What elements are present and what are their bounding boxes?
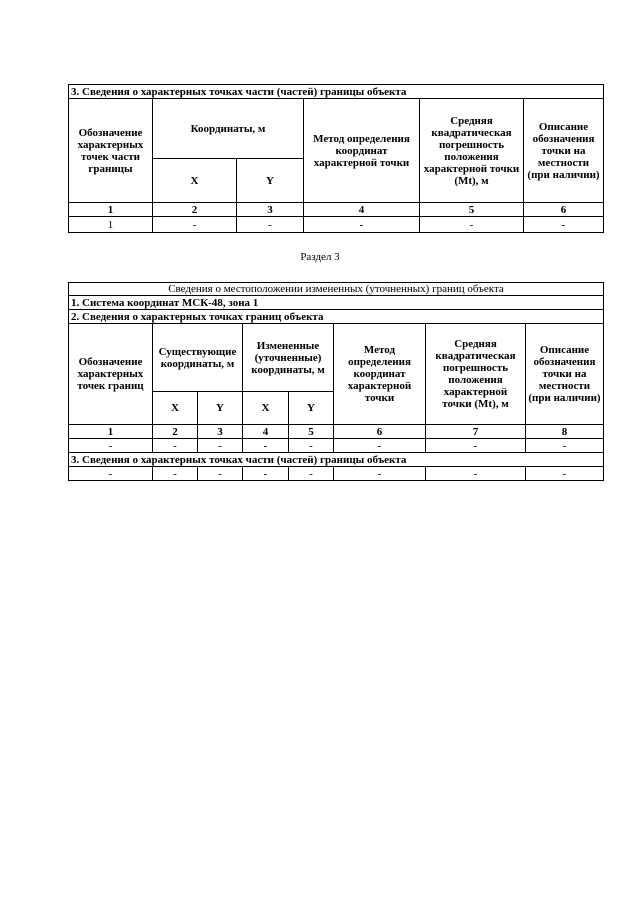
table-cell: - <box>198 439 243 453</box>
column-number: 7 <box>426 425 526 439</box>
table-cell: - <box>289 439 334 453</box>
points-section-row: 2. Сведения о характерных точках границ объекта <box>69 310 604 324</box>
table-row <box>69 439 604 453</box>
table-cell: - <box>289 467 334 481</box>
table-cell: - <box>420 217 524 233</box>
header-description: Описание обозначения точки на местности (при наличии) <box>526 324 604 425</box>
header-x: X <box>153 392 198 425</box>
header-error: Средняя квадратическая погрешность положения характерной точки (Mt), м <box>426 324 526 425</box>
header-x: X <box>153 159 237 203</box>
table-caption: Сведения о местоположении измененных (уточненных) границ объекта <box>69 283 604 296</box>
column-number: 1 <box>69 425 153 439</box>
table-cell: - <box>334 439 426 453</box>
table-cell: - <box>334 467 426 481</box>
table-cell: - <box>69 467 153 481</box>
column-number: 5 <box>289 425 334 439</box>
table-cell: - <box>237 217 304 233</box>
table-cell: - <box>243 439 289 453</box>
table-cell: - <box>69 439 153 453</box>
table-cell: - <box>198 467 243 481</box>
header-designation: Обозначение характерных точек части границы <box>69 99 153 203</box>
column-number: 6 <box>334 425 426 439</box>
column-number: 1 <box>69 203 153 217</box>
header-y: Y <box>237 159 304 203</box>
coordinate-system-row: 1. Система координат МСК-48, зона 1 <box>69 296 604 310</box>
table-cell: - <box>153 439 198 453</box>
column-number: 3 <box>198 425 243 439</box>
header-changed-coordinates: Измененные (уточненные) координаты, м <box>243 324 334 392</box>
parts-boundary-points-table <box>68 84 604 233</box>
column-number: 2 <box>153 425 198 439</box>
column-number: 3 <box>237 203 304 217</box>
column-number: 4 <box>243 425 289 439</box>
changed-boundaries-table <box>68 282 604 481</box>
table-cell: - <box>524 217 604 233</box>
table-cell: - <box>526 467 604 481</box>
header-method: Метод определения координат характерной точки <box>334 324 426 425</box>
section-title: Раздел 3 <box>300 251 340 263</box>
header-coordinates: Координаты, м <box>153 99 304 159</box>
header-y: Y <box>198 392 243 425</box>
header-method: Метод определения координат характерной точки <box>304 99 420 203</box>
table-row <box>69 217 604 233</box>
table-cell: - <box>153 467 198 481</box>
table-caption: 3. Сведения о характерных точках части (частей) границы объекта <box>69 85 604 99</box>
table-cell: - <box>304 217 420 233</box>
table-cell: 1 <box>69 217 153 233</box>
table-cell: - <box>243 467 289 481</box>
column-number: 8 <box>526 425 604 439</box>
header-y: Y <box>289 392 334 425</box>
table-cell: - <box>426 439 526 453</box>
table-cell: - <box>526 439 604 453</box>
column-number: 6 <box>524 203 604 217</box>
column-number: 4 <box>304 203 420 217</box>
header-x: X <box>243 392 289 425</box>
header-existing-coordinates: Существующие координаты, м <box>153 324 243 392</box>
header-designation: Обозначение характерных точек границ <box>69 324 153 425</box>
parts-section-row: 3. Сведения о характерных точках части (частей) границы объекта <box>69 453 604 467</box>
column-number: 2 <box>153 203 237 217</box>
table-cell: - <box>153 217 237 233</box>
header-error: Средняя квадратическая погрешность положения характерной точки (Mt), м <box>420 99 524 203</box>
header-description: Описание обозначения точки на местности (при наличии) <box>524 99 604 203</box>
table-cell: - <box>426 467 526 481</box>
table-row <box>69 467 604 481</box>
column-number: 5 <box>420 203 524 217</box>
